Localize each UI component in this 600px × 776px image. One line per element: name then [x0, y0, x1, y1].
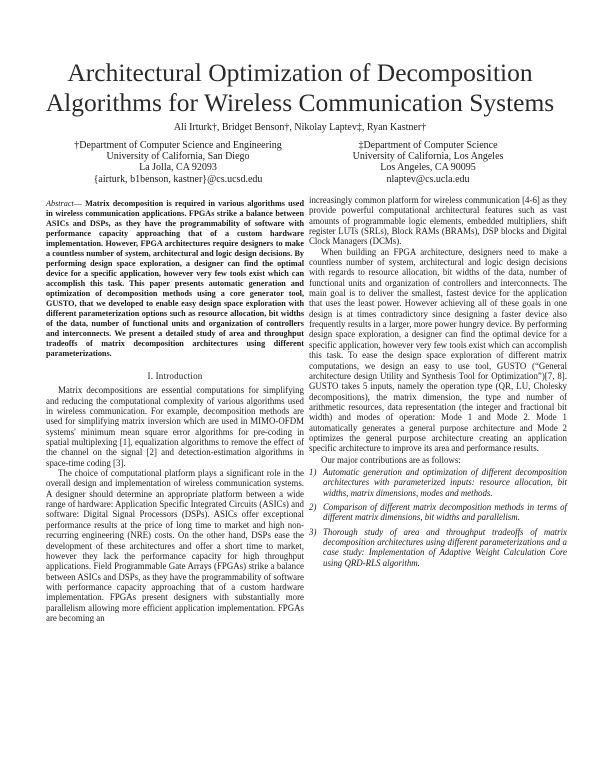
affiliation-email: nlaptev@cs.ucla.edu: [386, 173, 470, 185]
abstract-label: Abstract: [46, 199, 74, 208]
affiliation-dept: ‡Department of Computer Science: [358, 140, 498, 151]
abstract-text: Matrix decomposition is required in various algorithms used in wireless communication applications. FPGAs strike a balance between ASICs and DSPs, as they have the programmability of software with performance capacity approaching that of a custom hardware implementation. However, FPGA architectures require designers to make a countless number of system, architectural and logic design decisions. By performing design space exploration, a designer can find the optimal device for a specific application, however very few tools exist which can accomplish this task. This paper presents automatic generation and optimization of decomposition methods using a core generator tool, GUSTO, that we developed to enable easy design space exploration with different parameterization options such as resource allocation, bit widths of the data, number of functional units and organization of controllers and interconnects. We present a detailed study of area and throughput tradeoffs of matrix decomposition architectures using different parameterizations.: [46, 199, 304, 358]
right-column: [309, 195, 567, 572]
affiliation-ucla: [303, 140, 553, 185]
list-item: [309, 467, 567, 498]
affiliation-email: {airturk, b1benson, kastner}@cs.ucsd.edu: [93, 173, 263, 185]
list-item-number: 3): [309, 526, 317, 537]
affiliation-dept: †Department of Computer Science and Engineering: [74, 140, 282, 151]
abstract-dash: —: [73, 199, 82, 208]
list-item-text: Comparison of different matrix decomposition methods in terms of different matrix dimensions, bit widths and parallelism.: [323, 501, 567, 523]
intro-paragraph-1: Matrix decompositions are essential computations for simplifying and reducing the computational complexity of various algorithms used in wireless communication. For example, decomposition methods are used for simplifying matrix inversion which are used in MIMO-OFDM systems' minimum mean square error algorithms for pre-coding in spatial multiplexing [1], equalization algorithms to remove the effect of the channel on the signal [2] and detection-estimation algorithms in space-time coding [3].: [46, 385, 304, 468]
affiliation-ucsd: [53, 140, 303, 185]
left-column: [46, 199, 304, 623]
author-list: Ali Irturk†, Bridget Benson†, Nikolay Laptev‡, Ryan Kastner†: [173, 122, 427, 133]
body-paragraph-1: increasingly common platform for wireless communication [4-6] as they provide powerful computational architectural features such as vast amounts of programmable logic elements, embedded multipliers, shift register LUTs (SRLs), Block RAMs (BRAMs), DSP blocks and Digital Clock Managers (DCMs).: [309, 195, 567, 247]
section-heading-introduction: I. Introduction: [147, 371, 203, 381]
list-item: [309, 527, 567, 568]
list-item-text: Thorough study of area and throughput tradeoffs of matrix decomposition architectures using different parameterizations and a case study: Implementation of Adaptive Weight Calculation Core using QRD-RLS algorithm.: [323, 526, 567, 568]
list-item-number: 2): [309, 501, 317, 512]
list-item: [309, 502, 567, 523]
affiliation-university: University of California, Los Angeles: [352, 151, 504, 163]
intro-paragraph-2: The choice of computational platform plays a significant role in the overall design and implementation of wireless communication systems. A designer should determine an appropriate platform between a wide range of hardware: Application Specific Integrated Circuits (ASICs) and software: Digital Signal Processors (DSPs). ASICs offer exceptional performance results at the price of long time to market and high non-recurring engineering (NRE) costs. On the other hand, DSPs ease the development of these architectures and offer a short time to market, however they lack the performance capacity for high throughput applications. Field Programmable Gate Arrays (FPGAs) strike a balance between ASICs and DSPs, as they have the programmability of software with performance capacity approaching that of a custom hardware implementation. FPGAs present designers with substantially more parallelism allowing more efficient application implementation. FPGAs are becoming an: [46, 468, 304, 623]
affiliation-city: La Jolla, CA 92093: [139, 162, 217, 174]
list-item-number: 1): [309, 466, 317, 477]
affiliation-city: Los Angeles, CA 90095: [380, 162, 476, 174]
list-item-text: Automatic generation and optimization of different decomposition architectures with parameterized inputs: resource allocation, bit widths, matrix dimensions, modes and methods.: [323, 466, 567, 498]
contributions-list: [309, 467, 567, 568]
paper-title: Architectural Optimization of Decomposition Algorithms for Wireless Communication Systems: [45, 58, 555, 117]
abstract: [46, 199, 304, 359]
affiliation-university: University of California, San Diego: [106, 151, 250, 163]
body-paragraph-2: When building an FPGA architecture, designers need to make a countless number of system, architectural and logic design decisions with regards to resource allocation, bit widths of the data, number of functional units and organization of controllers and interconnects. The main goal is to deliver the smallest, fastest device for the application that uses the least power. However achieving all of these goals in one design is at times contradictory since designing a faster device also frequently results in a larger, more power hungry device. By performing design space exploration, a designer can find the optimal device for a specific application, however very few tools exist which can accomplish this task. To ease the design space exploration of different matrix computations, we design an easy to use tool, GUSTO (“General architecture design Utility and Synthesis Tool for Optimization”)[7, 8]. GUSTO takes 5 inputs, namely the operation type (QR, LU, Cholesky decompositions), the matrix dimension, the type and number of arithmetic resources, data representation (the integer and fractional bit width) and modes of operation: Mode 1 and Mode 2. Mode 1 automatically generates a general purpose architecture and Mode 2 optimizes the general purpose architecture creating an application specific architecture to improve its area and performance results.: [309, 246, 567, 454]
contributions-intro: Our major contributions are as follows:: [321, 454, 461, 465]
